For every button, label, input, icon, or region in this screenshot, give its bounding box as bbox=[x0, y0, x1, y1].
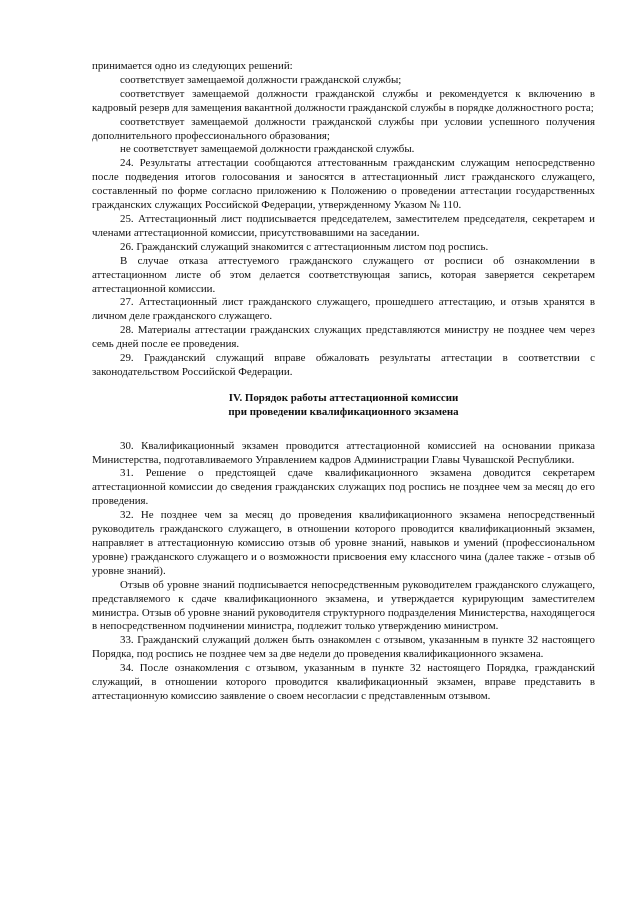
paragraph-item-24: 24. Результаты аттестации сообщаются аттестованным гражданским служащим непосредственно после подведения итогов голосования и заносятся в аттестационный лист гражданского служащего, составленный по форме согласно приложению к Положению о проведении аттестации государственных гражданских служащих Российской Федерации, утвержденному Указом № 110. bbox=[92, 157, 595, 212]
paragraph-item-30: 30. Квалификационный экзамен проводится аттестационной комиссией на основании приказа Министерства, подготавливаемого Управлением кадров Администрации Главы Чувашской Республики. bbox=[92, 439, 595, 466]
paragraph-decision-option-2: соответствует замещаемой должности гражданской службы и рекомендуется к включению в кадровый резерв для замещения вакантной должности гражданской службы в порядке должностного роста; bbox=[92, 87, 595, 114]
paragraph-decision-option-4: не соответствует замещаемой должности гражданской службы. bbox=[120, 143, 415, 156]
paragraph-item-32: 32. Не позднее чем за месяц до проведения квалификационного экзамена непосредственный руководитель гражданского служащего, в отношении которого проводится квалификационный экзамен, направляет в аттестационную комиссию отзыв об уровне знаний, навыков и умений (профессиональном уровне) гражданского служащего и о возможности присвоения ему классного чина (далее также - отзыв об уровне знаний). bbox=[92, 509, 595, 577]
paragraph-item-34: 34. После ознакомления с отзывом, указанным в пункте 32 настоящего Порядка, гражданский служащий, в отношении которого проводится квалификационный экзамен, вправе представить в аттестационную комиссию заявление о своем несогласии с представленным отзывом. bbox=[92, 662, 595, 702]
paragraph-item-31: 31. Решение о предстоящей сдаче квалификационного экзамена доводится секретарем аттестационной комиссии до сведения гражданских служащих под роспись не позднее чем за месяц до его проведения. bbox=[92, 467, 595, 508]
paragraph-item-25: 25. Аттестационный лист подписывается председателем, заместителем председателя, секретарем и членами аттестационной комиссии, присутствовавшими на заседании. bbox=[92, 212, 595, 239]
paragraph-decision-option-3: соответствует замещаемой должности гражданской службы при условии успешного получения дополнительного профессионального образования; bbox=[92, 115, 595, 142]
paragraph-item-32-review: Отзыв об уровне знаний подписывается непосредственным руководителем гражданского служащего, представляемого к сдаче квалификационного экзамена, и утверждается курирующим заместителем министра. Отзыв об уровне знаний руководителя структурного подразделения Министерства, находящегося в непосредственном подчинении министра, подлежит только утверждению министром. bbox=[92, 578, 596, 633]
section-heading-line-1: IV. Порядок работы аттестационной комиссии bbox=[228, 391, 459, 404]
section-heading bbox=[92, 392, 595, 420]
paragraph-item-28: 28. Материалы аттестации гражданских служащих представляются министру не позднее чем через семь дней после ее проведения. bbox=[92, 324, 595, 351]
paragraph-decision-option-1: соответствует замещаемой должности гражданской службы; bbox=[120, 73, 402, 86]
paragraph-decision-intro: принимается одно из следующих решений: bbox=[92, 60, 293, 72]
paragraph-item-26: 26. Гражданский служащий знакомится с аттестационным листом под роспись. bbox=[120, 240, 489, 253]
paragraph-item-27: 27. Аттестационный лист гражданского служащего, прошедшего аттестацию, и отзыв хранятся в личном деле гражданского служащего. bbox=[92, 296, 595, 323]
section-heading-line-2: при проведении квалификационного экзамена bbox=[228, 405, 459, 418]
paragraph-item-33: 33. Гражданский служащий должен быть ознакомлен с отзывом, указанным в пункте 32 настоящего Порядка, под роспись не позднее чем за две недели до проведения квалификационного экзамена. bbox=[92, 634, 595, 661]
paragraph-item-29: 29. Гражданский служащий вправе обжаловать результаты аттестации в соответствии с законодательством Российской Федерации. bbox=[92, 352, 595, 378]
paragraph-item-26-refusal: В случае отказа аттестуемого гражданского служащего от росписи об ознакомлении в аттестационном листе об этом делается соответствующая запись, которая заверяется секретарем аттестационной комиссии. bbox=[92, 254, 595, 295]
